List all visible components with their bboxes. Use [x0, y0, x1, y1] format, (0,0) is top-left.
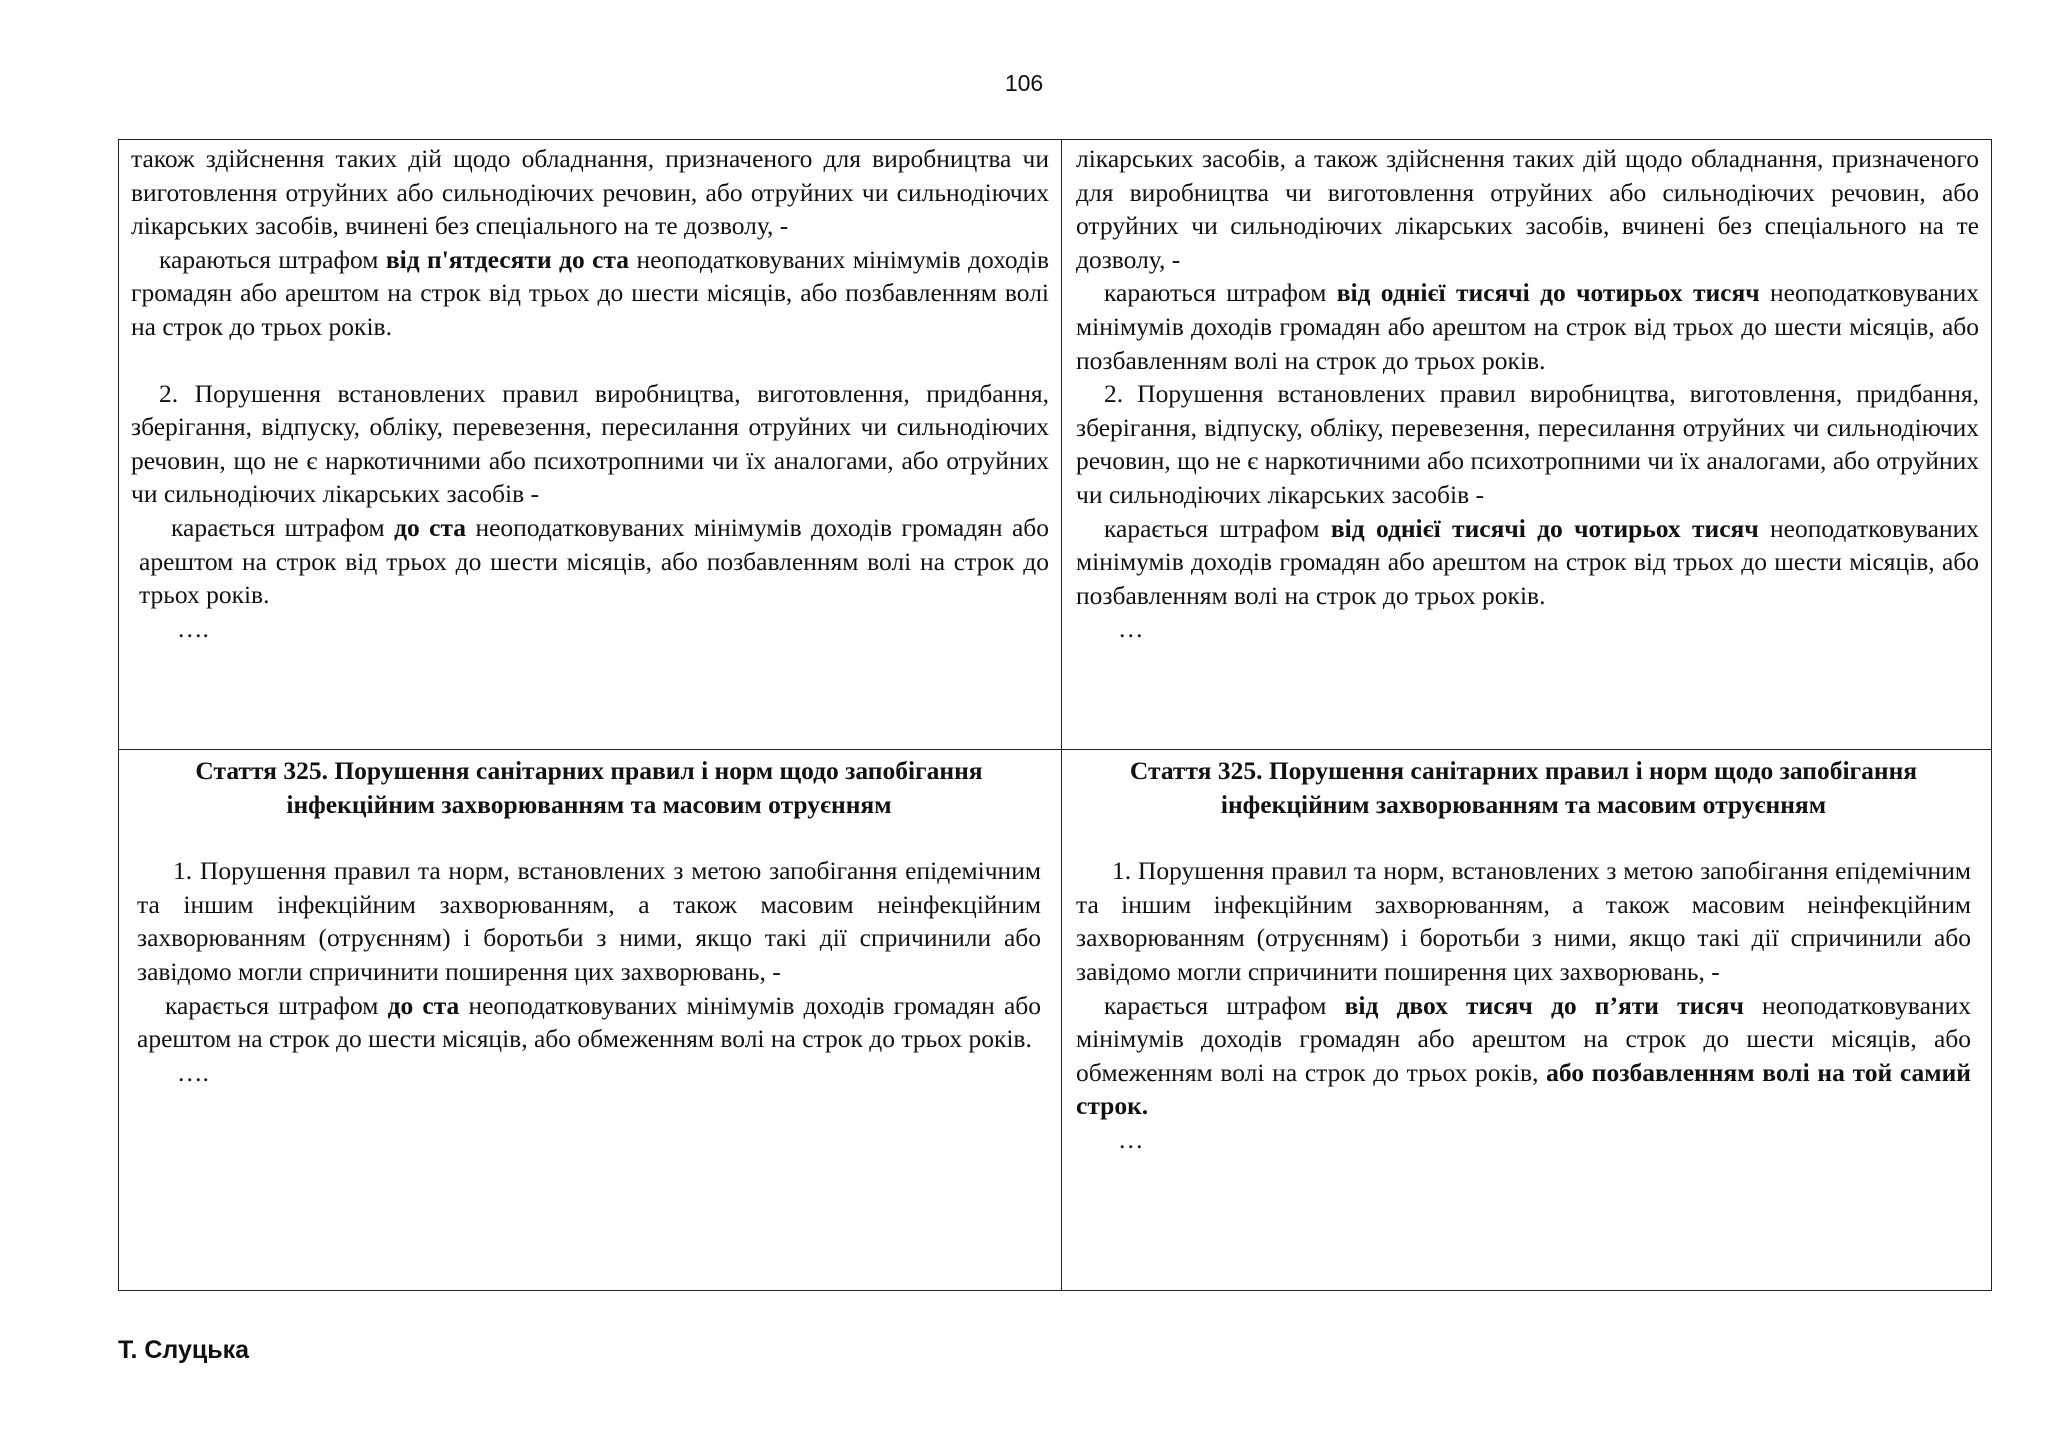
- ellipsis: …: [1118, 614, 1144, 644]
- table-row: [119, 140, 1992, 750]
- article-heading: Стаття 325. Порушення санітарних правил і норм щодо запобігання інфекційним захворюванням та масовим отруєнням: [195, 756, 983, 819]
- left-paragraph: також здійснення таких дій щодо обладнання, призначеного для виробництва чи виготовлення отруйних або сильнодіючих речовин, або отруйних чи сильнодіючих лікарських засобів, вчинені без спеціального на те дозволу, -: [131, 144, 1049, 241]
- left-cell-article-321-cont: [119, 140, 1062, 750]
- right-cell-article-321-cont: [1062, 140, 1992, 750]
- left-bold-fine: від п'ятдесяти до ста: [385, 244, 630, 274]
- left-paragraph: 1. Порушення правил та норм, встановлених з метою запобігання епідемічним та іншим інфекційним захворюванням, а також масовим неінфекційним захворюванням (отруєнням) і боротьби з ними, якщо такі дії спричинили або завідомо могли спричинити поширення цих захворювань, -: [137, 856, 1041, 986]
- left-cell-article-325: [119, 750, 1062, 1291]
- article-heading: Стаття 325. Порушення санітарних правил і норм щодо запобігання інфекційним захворюванням та масовим отруєнням: [1129, 756, 1918, 819]
- right-bold-fine: від двох тисяч до п’яти тисяч: [1344, 990, 1744, 1020]
- ellipsis: ….: [177, 1057, 209, 1087]
- right-paragraph: 2. Порушення встановлених правил виробництва, виготовлення, придбання, зберігання, відпуску, обліку, перевезення, пересилання отруйних чи сильнодіючих речовин, що не є наркотичними або психотропними чи їх аналогами, або отруйних чи сильнодіючих лікарських засобів -: [1076, 379, 1979, 509]
- right-bold-fine: від однієї тисячі до чотирьох тисяч: [1336, 278, 1760, 308]
- left-sanction-block: [131, 511, 1049, 612]
- right-sanction-paragraph: карається штрафом від однієї тисячі до чотирьох тисяч неоподатковуваних мінімумів доходів громадян або арештом на строк від трьох до шести місяців, або позбавленням волі на строк до трьох років.: [1076, 513, 1979, 610]
- right-bold-fine: від однієї тисячі до чотирьох тисяч: [1330, 513, 1759, 543]
- spacer: [137, 821, 1041, 854]
- comparison-table: [118, 139, 1992, 1291]
- table-row: [119, 750, 1992, 1291]
- right-paragraph: лікарських засобів, а також здійснення таких дій щодо обладнання, призначеного для виробництва чи виготовлення отруйних або сильнодіючих речовин, або отруйних чи сильнодіючих лікарських засобів, вчинені без спеціального на те дозволу, -: [1076, 144, 1979, 274]
- left-sanction-paragraph: карається штрафом до ста неоподатковуваних мінімумів доходів громадян або арештом на строк від трьох до шести місяців, або позбавленням волі на строк до трьох років.: [139, 512, 1049, 610]
- left-bold-fine: до ста: [387, 990, 460, 1020]
- right-sanction-paragraph: карається штрафом від двох тисяч до п’яти тисяч неоподатковуваних мінімумів доходів громадян або арештом на строк до шести місяців, або обмеженням волі на строк до трьох років, або позбавленням волі на той самий строк.: [1076, 990, 1972, 1121]
- left-paragraph: 2. Порушення встановлених правил виробництва, виготовлення, придбання, зберігання, відпуску, обліку, перевезення, пересилання отруйних чи сильнодіючих речовин, що не є наркотичними або психотропними чи їх аналогами, або отруйних чи сильнодіючих лікарських засобів -: [131, 378, 1049, 509]
- right-sanction-paragraph: караються штрафом від однієї тисячі до чотирьох тисяч неоподатковуваних мінімумів доходів громадян або арештом на строк від трьох до шести місяців, або позбавленням волі на строк до трьох років.: [1076, 278, 1979, 375]
- spacer: [131, 344, 1049, 377]
- left-sanction-paragraph: карається штрафом до ста неоподатковуваних мінімумів доходів громадян або арештом на строк до шести місяців, або обмеженням волі на строк до трьох років.: [137, 990, 1041, 1054]
- right-bold-addition: або позбавленням волі на той самий строк.: [1076, 1057, 1972, 1121]
- page-number: 106: [1004, 70, 1044, 96]
- left-sanction-paragraph: караються штрафом від п'ятдесяти до ста неоподатковуваних мінімумів доходів громадян або арештом на строк від трьох до шести місяців, або позбавленням волі на строк до трьох років.: [131, 244, 1050, 341]
- ellipsis: ….: [177, 613, 209, 643]
- author-signature: Т. Слуцька: [118, 1336, 250, 1364]
- left-bold-fine: до ста: [394, 512, 467, 542]
- spacer: [1076, 821, 1971, 854]
- ellipsis: …: [1118, 1124, 1144, 1154]
- right-paragraph: 1. Порушення правил та норм, встановлених з метою запобігання епідемічним та іншим інфекційним захворюванням, а також масовим неінфекційним захворюванням (отруєнням) і боротьби з ними, якщо такі дії спричинили або завідомо могли спричинити поширення цих захворювань, -: [1076, 856, 1971, 986]
- right-cell-article-325: [1062, 750, 1992, 1291]
